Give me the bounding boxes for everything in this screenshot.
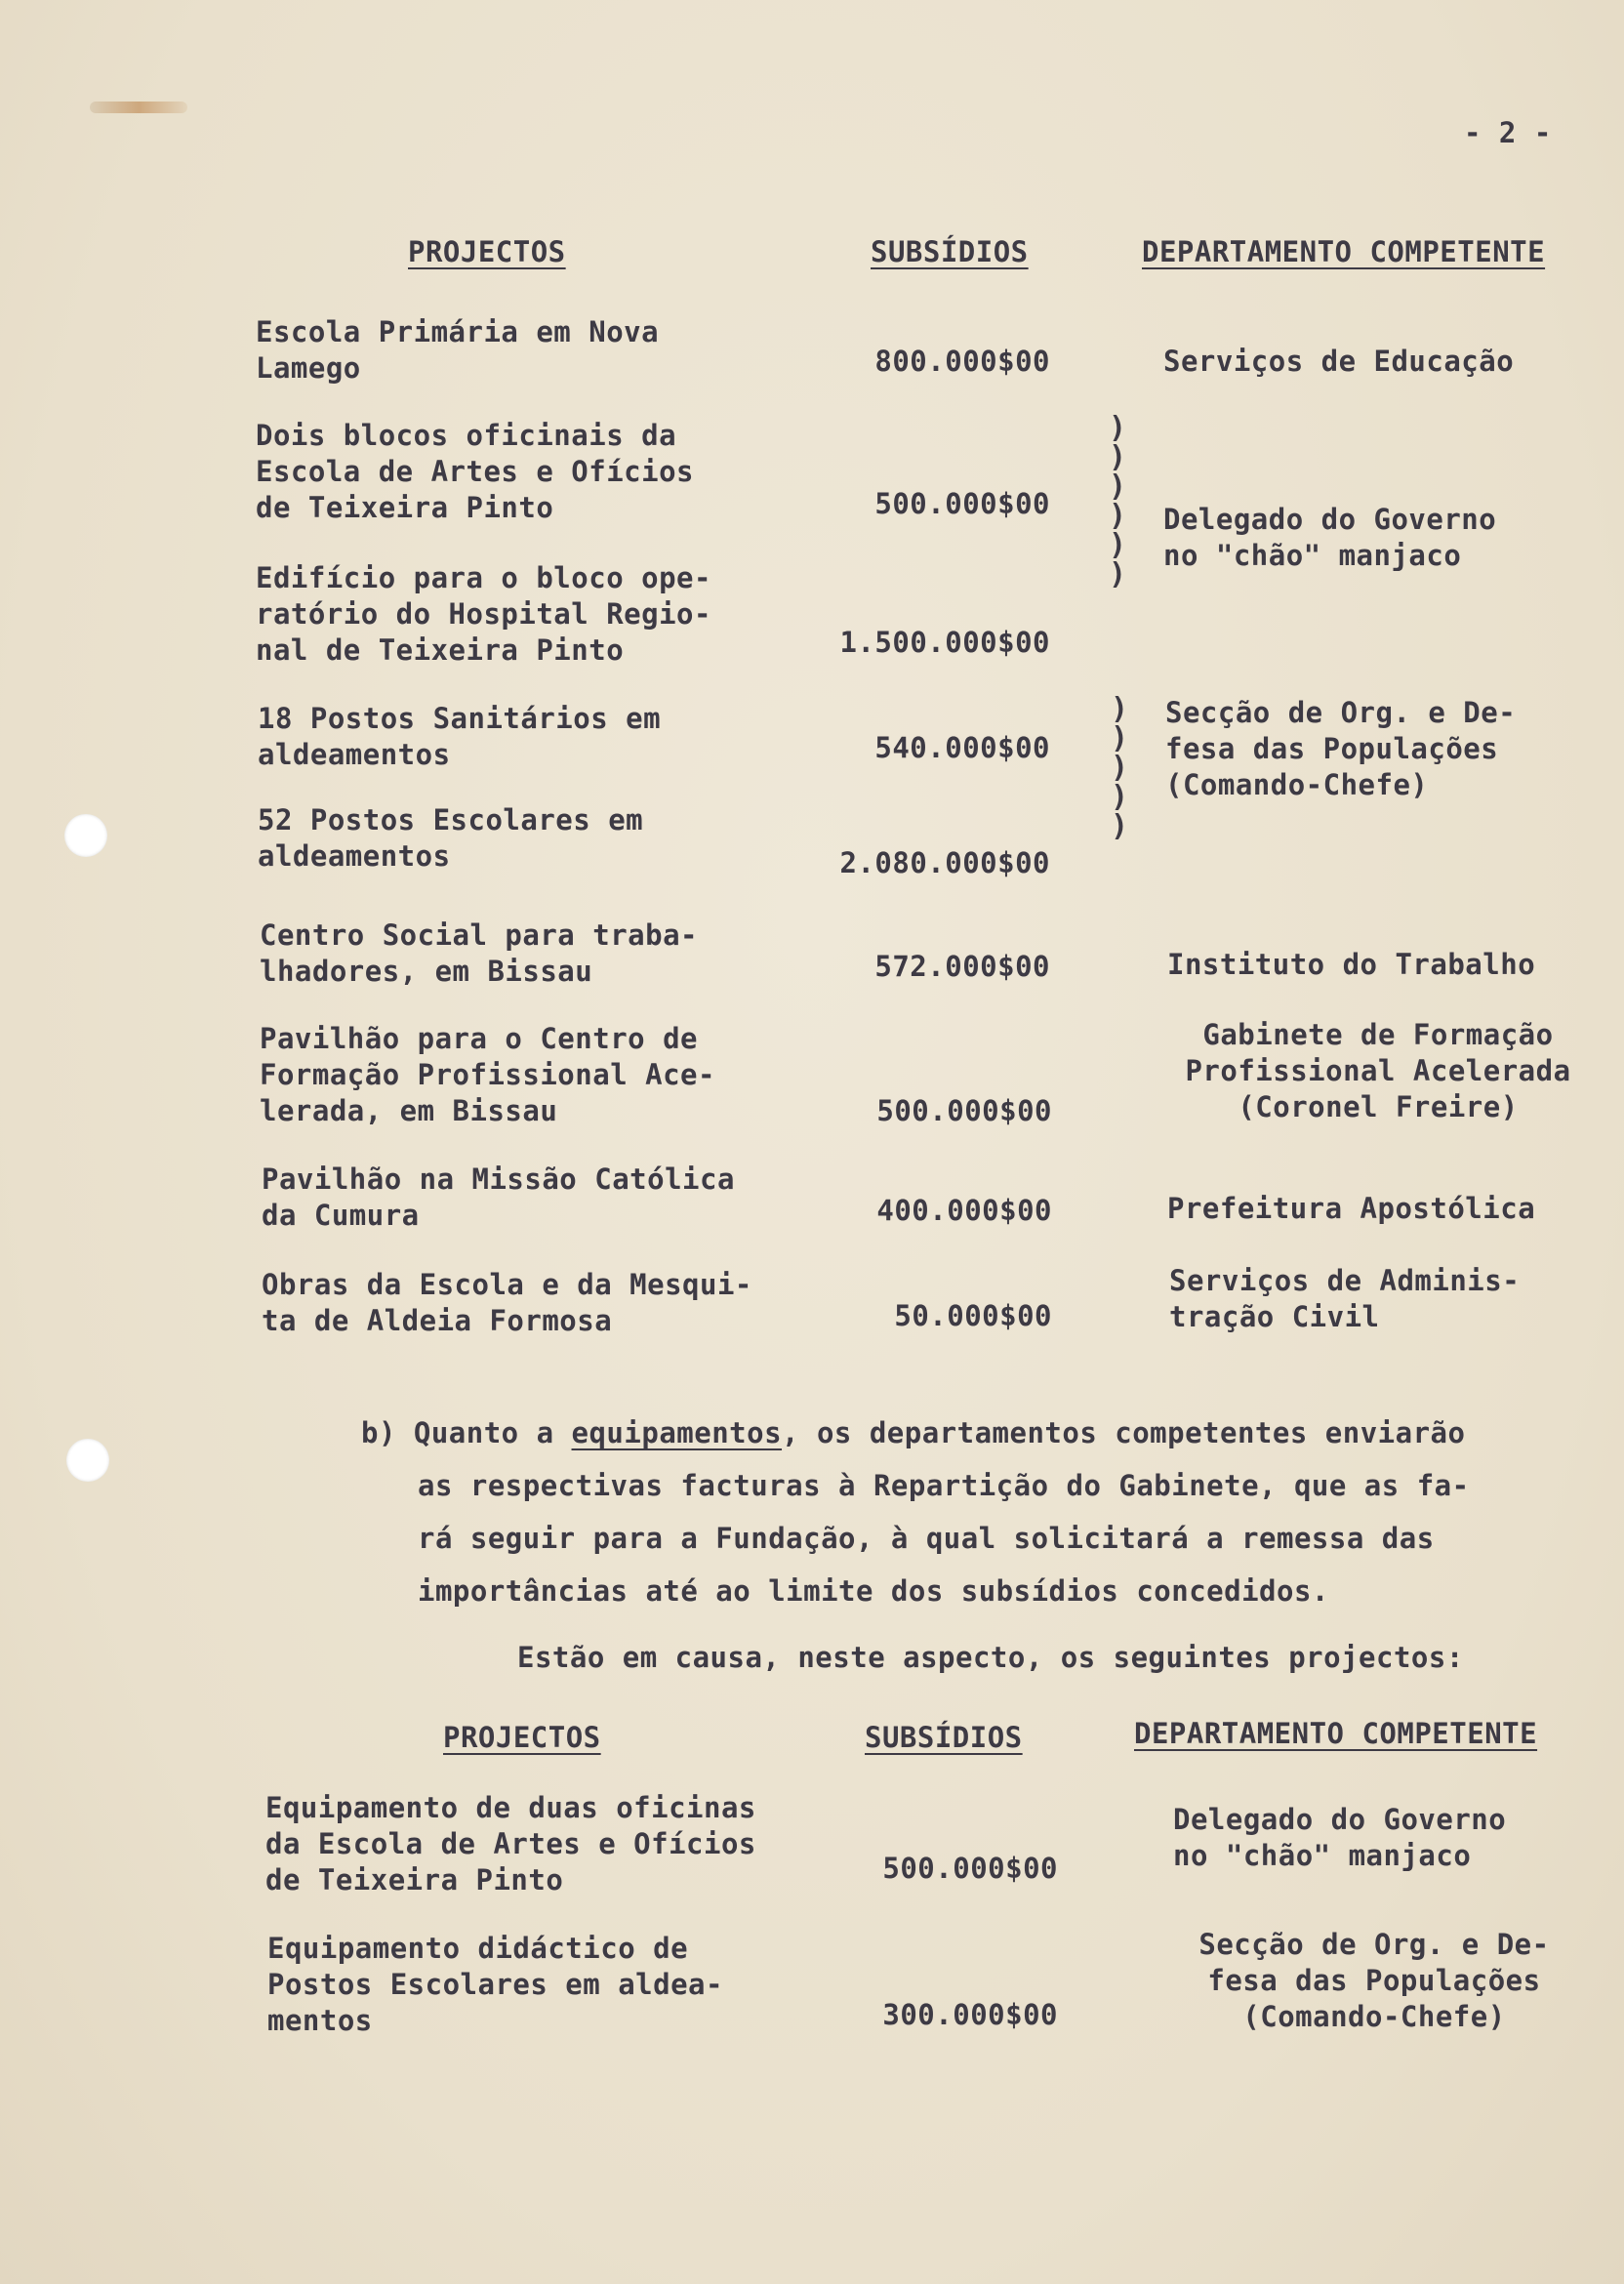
brace-group-1: ) ) ) ) ) ) <box>1109 411 1127 591</box>
project-2: Dois blocos oficinais da Escola de Artes e Ofícios de Teixeira Pinto <box>256 419 694 524</box>
staple-mark <box>90 102 187 113</box>
paragraph-b-line-4: importâncias até ao limite dos subsídios concedidos. <box>418 1574 1329 1608</box>
amount-8: 400.000$00 <box>876 1194 1052 1227</box>
project-9: Obras da Escola e da Mesqui- ta de Aldeia Formosa <box>262 1268 752 1337</box>
project-5: 52 Postos Escolares em aldeamentos <box>258 803 644 873</box>
brace-group-2: ) ) ) ) ) <box>1111 692 1129 843</box>
equipment-amount-2: 300.000$00 <box>882 1998 1058 2031</box>
paragraph-b-line-1 <box>361 1415 1465 1451</box>
header2-department: DEPARTAMENTO COMPETENTE <box>1134 1717 1538 1750</box>
amount-1: 800.000$00 <box>874 345 1050 378</box>
project-6: Centro Social para traba- lhadores, em Bissau <box>260 918 698 988</box>
equipment-amount-1: 500.000$00 <box>882 1852 1058 1885</box>
paragraph-b-underlined: equipamentos <box>571 1416 783 1449</box>
punch-hole-top <box>64 814 107 857</box>
paragraph-b-line-2: as respectivas facturas à Repartição do Gabinete, que as fa- <box>418 1469 1470 1502</box>
amount-7: 500.000$00 <box>876 1094 1052 1127</box>
amount-4: 540.000$00 <box>874 731 1050 764</box>
equipment-department-2: Secção de Org. e De- fesa das Populações (Comando-Chefe) <box>1198 1928 1550 2033</box>
equipment-department-1: Delegado do Governo no "chão" manjaco <box>1173 1803 1507 1872</box>
department-6: Instituto do Trabalho <box>1167 948 1536 981</box>
paragraph-b-prefix: b) Quanto a <box>361 1416 572 1449</box>
header2-projects: PROJECTOS <box>443 1721 601 1754</box>
department-8: Prefeitura Apostólica <box>1167 1192 1536 1225</box>
punch-hole-bottom <box>66 1439 109 1482</box>
department-7: Gabinete de Formação Profissional Acelerada (Coronel Freire) <box>1185 1018 1571 1123</box>
amount-2: 500.000$00 <box>874 487 1050 520</box>
department-group-2: Secção de Org. e De- fesa das Populações (Comando-Chefe) <box>1165 696 1517 801</box>
department-group-1: Delegado do Governo no "chão" manjaco <box>1163 503 1497 572</box>
paragraph-b-line-1-rest: , os departamentos competentes enviarão <box>782 1416 1466 1449</box>
department-9: Serviços de Adminis- tração Civil <box>1169 1264 1521 1333</box>
paragraph-b-line-3: rá seguir para a Fundação, à qual solicitará a remessa das <box>418 1522 1435 1555</box>
project-8: Pavilhão na Missão Católica da Cumura <box>262 1162 735 1232</box>
equipment-project-1: Equipamento de duas oficinas da Escola de Artes e Ofícios de Teixeira Pinto <box>265 1791 756 1897</box>
page-number: - 2 - <box>1464 116 1552 149</box>
amount-3: 1.500.000$00 <box>839 626 1050 659</box>
project-4: 18 Postos Sanitários em aldeamentos <box>258 702 662 771</box>
amount-9: 50.000$00 <box>894 1299 1052 1332</box>
amount-5: 2.080.000$00 <box>839 846 1050 879</box>
project-3: Edifício para o bloco ope- ratório do Hospital Regio- nal de Teixeira Pinto <box>256 561 711 667</box>
header2-subsidies: SUBSÍDIOS <box>865 1721 1023 1754</box>
project-7: Pavilhão para o Centro de Formação Profissional Ace- lerada, em Bissau <box>260 1022 715 1127</box>
header-subsidies: SUBSÍDIOS <box>871 235 1029 268</box>
amount-6: 572.000$00 <box>874 950 1050 983</box>
department-1: Serviços de Educação <box>1163 345 1515 378</box>
equipment-project-2: Equipamento didáctico de Postos Escolares em aldea- mentos <box>267 1932 723 2037</box>
header-department: DEPARTAMENTO COMPETENTE <box>1142 235 1546 268</box>
project-1: Escola Primária em Nova Lamego <box>256 315 660 385</box>
header-projects: PROJECTOS <box>408 235 566 268</box>
paragraph-b-line-5: Estão em causa, neste aspecto, os seguintes projectos: <box>517 1641 1464 1674</box>
